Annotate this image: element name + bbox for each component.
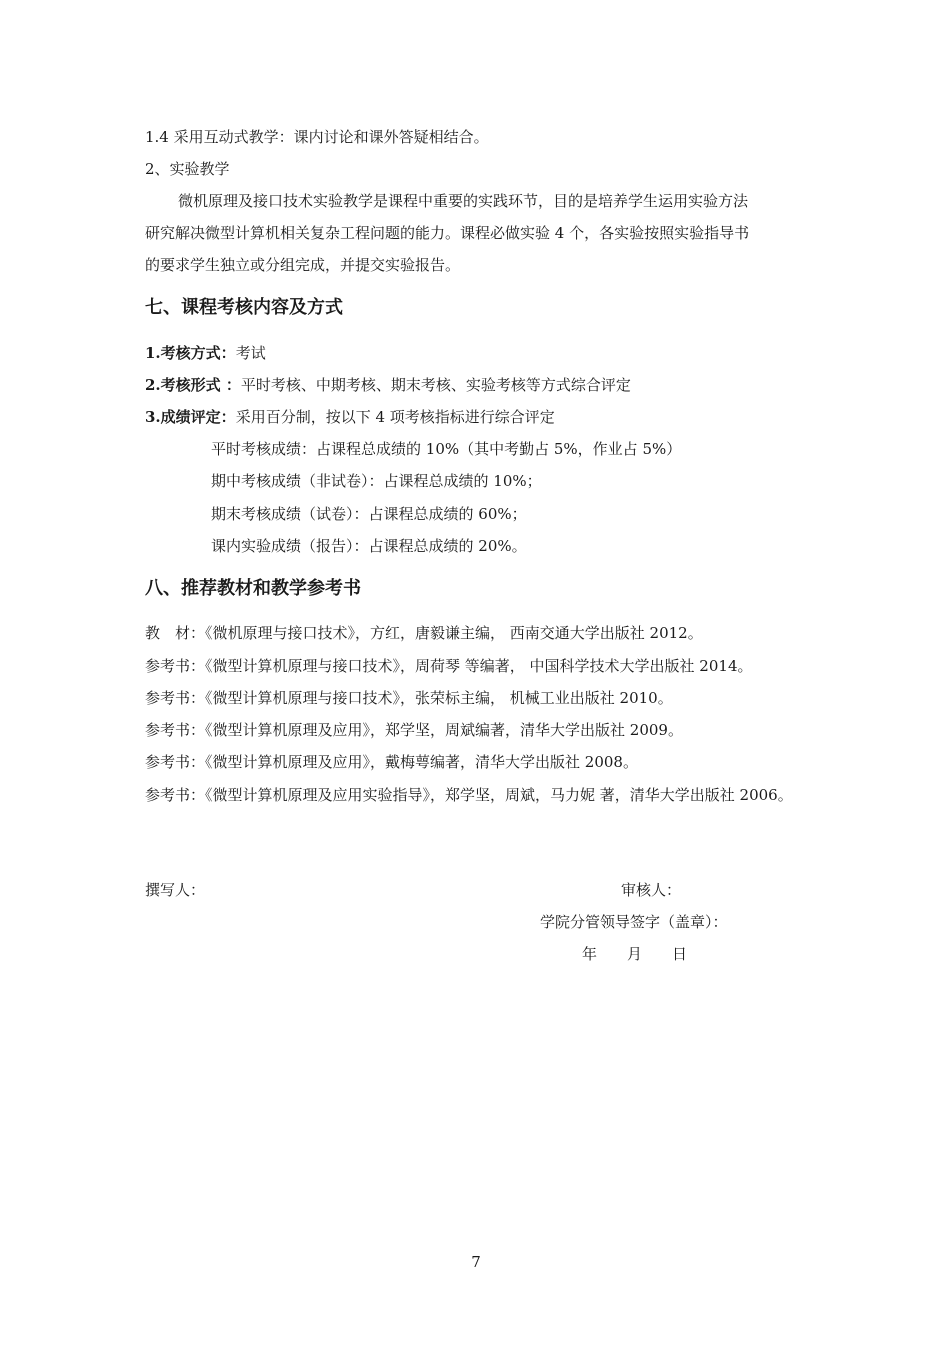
date-line: 年 月 日 (582, 945, 688, 963)
lab-paragraph-line: 的要求学生独立或分组完成，并提交实验报告。 (145, 256, 461, 274)
writer-label: 撰写人： (145, 881, 206, 899)
assessment-item-label: 3.成绩评定 (145, 408, 221, 426)
grade-component: 课内实验成绩（报告）：占课程总成绩的 20%。 (211, 537, 527, 555)
assessment-item-label: 1.考核方式 (145, 344, 221, 362)
leader-signature-label: 学院分管领导签字（盖章）： (540, 913, 728, 931)
book-entry: 参考书：《微型计算机原理及应用》，戴梅萼编著，清华大学出版社 2008。 (145, 753, 638, 771)
assessment-item-sep: ： (220, 376, 241, 394)
book-entry: 参考书：《微型计算机原理与接口技术》，张荣标主编， 机械工业出版社 2010。 (145, 689, 673, 707)
book-entry: 参考书：《微型计算机原理及应用实验指导》，郑学坚，周斌，马力妮 著，清华大学出版社 2006。 (145, 786, 793, 804)
lab-teaching-title: 2、实验教学 (145, 160, 230, 178)
reviewer-label: 审核人： (621, 881, 682, 899)
grade-component: 平时考核成绩：占课程总成绩的 10%（其中考勤占 5%，作业占 5%） (211, 440, 682, 458)
book-entry: 教 材：《微机原理与接口技术》，方红，唐毅谦主编， 西南交通大学出版社 2012。 (145, 624, 703, 642)
assessment-heading: 七、课程考核内容及方式 (145, 297, 343, 318)
teaching-item-1-4: 1.4 采用互动式教学：课内讨论和课外答疑相结合。 (145, 128, 489, 146)
assessment-item-text: 考试 (235, 344, 266, 362)
grade-component: 期末考核成绩（试卷）：占课程总成绩的 60%； (211, 505, 527, 523)
assessment-item-sep: ： (220, 344, 236, 362)
lab-paragraph-line: 微机原理及接口技术实验教学是课程中重要的实践环节，目的是培养学生运用实验方法 (178, 192, 749, 210)
assessment-item (145, 375, 631, 395)
assessment-item-text: 平时考核、中期考核、期末考核、实验考核等方式综合评定 (240, 376, 631, 394)
lab-paragraph-line: 研究解决微型计算机相关复杂工程问题的能力。课程必做实验 4 个，各实验按照实验指导书 (145, 224, 750, 242)
book-entry: 参考书：《微型计算机原理及应用》，郑学坚，周斌编著，清华大学出版社 2009。 (145, 721, 683, 739)
assessment-item-text: 采用百分制，按以下 4 项考核指标进行综合评定 (235, 408, 555, 426)
books-heading: 八、推荐教材和教学参考书 (145, 578, 361, 599)
book-entry: 参考书：《微型计算机原理与接口技术》，周荷琴 等编著， 中国科学技术大学出版社 2014。 (145, 657, 753, 675)
assessment-item-label: 2.考核形式 (145, 376, 221, 394)
page-number: 7 (471, 1253, 481, 1271)
assessment-item (145, 343, 266, 363)
grade-component: 期中考核成绩（非试卷）：占课程总成绩的 10%； (211, 472, 542, 490)
assessment-item (145, 407, 555, 427)
assessment-item-sep: ： (220, 408, 236, 426)
